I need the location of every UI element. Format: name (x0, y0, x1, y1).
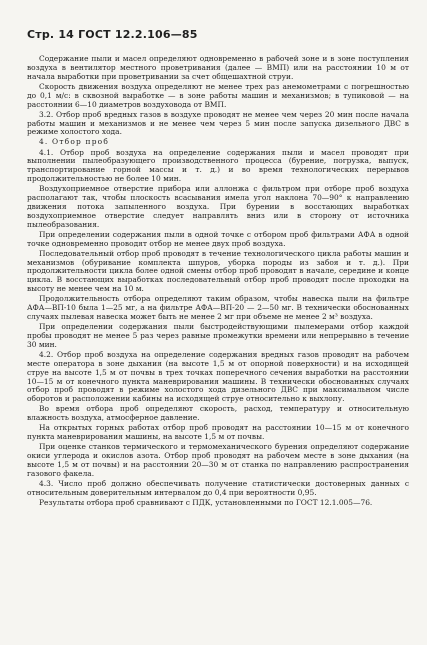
page-header: Стр. 14 ГОСТ 12.2.106—85 (27, 28, 198, 41)
paragraph: Скорость движения воздуха определяют не менее трех раз анемометрами с погрешностью до 0,1 м/с: в сквозной выработке — в зоне работы машин и механизмов; в тупиковой — на расстоянии 6—10 диаметров воздуховода от ВМП. (27, 81, 409, 109)
paragraph: При определении содержания пыли быстродействующими пылемерами отбор каждой пробы проводят не менее 5 раз через равные промежутки времени или непрерывно в течение 30 мин. (27, 322, 409, 349)
paragraph: Продолжительность отбора определяют таким образом, чтобы навеска пыли на фильтре АФА—ВП-10 была 1—25 мг, а на фильтре АФА—ВП-20 — 2—50 мг. В технически обоснованных случаях пылевая навеска может быть не менее 2 мг при объеме не менее 2 м³ воздуха. (27, 294, 409, 321)
paragraph: Во время отбора проб определяют скорость, расход, температуру и относительную влажность воздуха, атмосферное давление. (27, 404, 409, 423)
paragraph: 4.1. Отбор проб воздуха на определение содержания пыли и масел проводят при выполнении пылеобразующего производственного процесса (бурение, погрузка, выпуск, транспортирование горной массы и т. д.) и во время технологических перерывов продолжительностью не более 10 мин. (27, 147, 409, 184)
document-body (27, 55, 409, 508)
paragraph: Последовательный отбор проб проводят в течение технологического цикла работы машин и механизмов (обуривание комплекта шпуров, уборка породы из забоя и т. д.). При продолжительности цикла более одной смены отбор проб проводят в начале, середине и конце цикла. В восстающих выработках последовательный отбор проб проводят после проходки на высоту не менее чем на 10 м. (27, 248, 409, 294)
paragraph: На открытых горных работах отбор проб проводят на расстоянии 10—15 м от конечного пункта маневрирования машины, на высоте 1,5 м от почвы. (27, 423, 409, 442)
paragraph: При определении содержания пыли в одной точке с отбором проб фильтрами АФА в одной точке одновременно проводят отбор не менее двух проб воздуха. (27, 229, 409, 248)
paragraph: Воздухоприемное отверстие прибора или аллонжа с фильтром при отборе проб воздуха располагают так, чтобы плоскость всасывания имела угол наклона 70—90° к направлению движения потока запыленного воздуха. При бурении в восстающих выработках воздухоприемное отверстие следует направлять вниз или в сторону от источника пылеобразования. (27, 184, 409, 229)
paragraph: Результаты отбора проб сравнивают с ПДК, установленными по ГОСТ 12.1.005—76. (39, 497, 373, 507)
paragraph: 4.2. Отбор проб воздуха на определение содержания вредных газов проводят на рабочем месте оператора в зоне дыхания (на высоте 1,5 м от опорной поверхности) и на исходящей струе на высоте 1,5 м от почвы в трех точках поперечного сечения выработки на расстоянии 10—15 м от конечного пункта маневрирования машины. В технически обоснованных случаях отбор проб проводят в режиме холостого хода дизельного ДВС при максимальном числе оборотов и расположении кабины на исходящей струе относительно к выхлопу. (27, 349, 409, 404)
paragraph: Содержание пыли и масел определяют одновременно в рабочей зоне и в зоне поступления воздуха в вентилятор местного проветривания (далее — ВМП) или на расстоянии 10 м от начала выработки при проветривании за счет общешахтной струи. (27, 54, 409, 81)
paragraph: При оценке станков термического и термомеханического бурения определяют содержание окиси углерода и окислов азота. Отбор проб проводят на рабочем месте в зоне дыхания (на высоте 1,5 м от почвы) и на расстоянии 20—30 м от станка по направлению распространения газового факела. (27, 442, 409, 478)
section-heading: 4. Отбор проб (39, 137, 110, 147)
paragraph: 3.2. Отбор проб вредных газов в воздухе проводят не менее чем через 20 мин после начала работы машин и механизмов и не менее чем через 5 мин после запуска дизельного ДВС в режиме холостого хода. (27, 109, 409, 137)
paragraph: 4.3. Число проб должно обеспечивать получение статистически достоверных данных с относительным доверительным интервалом до 0,4 при вероятности 0,95. (27, 478, 409, 497)
